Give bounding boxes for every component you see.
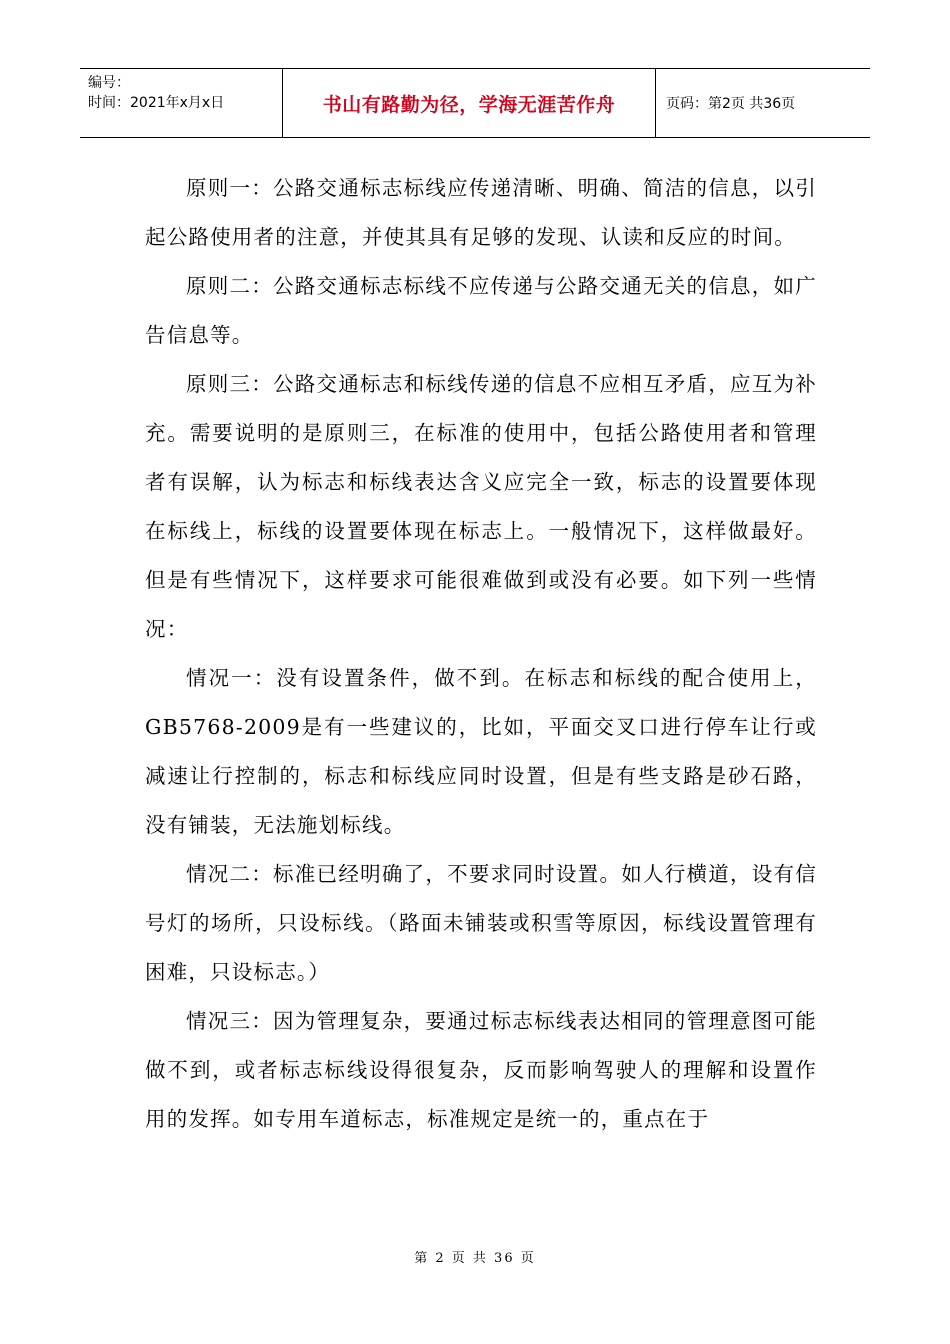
page-header [80, 68, 870, 138]
header-page-info: 页码：第2页 共36页 [666, 96, 796, 112]
paragraph-principle-3: 原则三：公路交通标志和标线传递的信息不应相互矛盾，应互为补充。需要说明的是原则三，在标准的使用中，包括公路使用者和管理者有误解，认为标志和标线表达含义应完全一致，标志的设置要体现在标线上，标线的设置要体现在标志上。一般情况下，这样做最好。但是有些情况下，这样要求可能很难做到或没有必要。如下列一些情况： [145, 372, 817, 641]
paragraph-principle-2: 原则二：公路交通标志标线不应传递与公路交通无关的信息，如广告信息等。 [145, 274, 817, 347]
document-date: 时间：2021年x月x日 [88, 95, 225, 111]
header-meta [80, 69, 282, 137]
page-footer: 第 2 页 共 36 页 [414, 1251, 536, 1266]
paragraph-case-2: 情况二：标准已经明确了，不要求同时设置。如人行横道，设有信号灯的场所，只设标线。（路面未铺装或积雪等原因，标线设置管理有困难，只设标志。） [145, 862, 817, 984]
paragraph-case-3: 情况三：因为管理复杂，要通过标志标线表达相同的管理意图可能做不到，或者标志标线设得很复杂，反而影响驾驶人的理解和设置作用的发挥。如专用车道标志，标准规定是统一的，重点在于 [145, 1009, 817, 1131]
document-number-label: 编号： [88, 75, 130, 91]
document-body [145, 164, 817, 1144]
header-motto: 书山有路勤为径，学海无涯苦作舟 [282, 69, 656, 137]
paragraph-principle-1: 原则一：公路交通标志标线应传递清晰、明确、简洁的信息，以引起公路使用者的注意，并使其具有足够的发现、认读和反应的时间。 [145, 176, 817, 249]
paragraph-case-1: 情况一：没有设置条件，做不到。在标志和标线的配合使用上，GB5768-2009是有一些建议的，比如，平面交叉口进行停车让行或减速让行控制的，标志和标线应同时设置，但是有些支路是砂石路，没有铺装，无法施划标线。 [145, 666, 817, 837]
